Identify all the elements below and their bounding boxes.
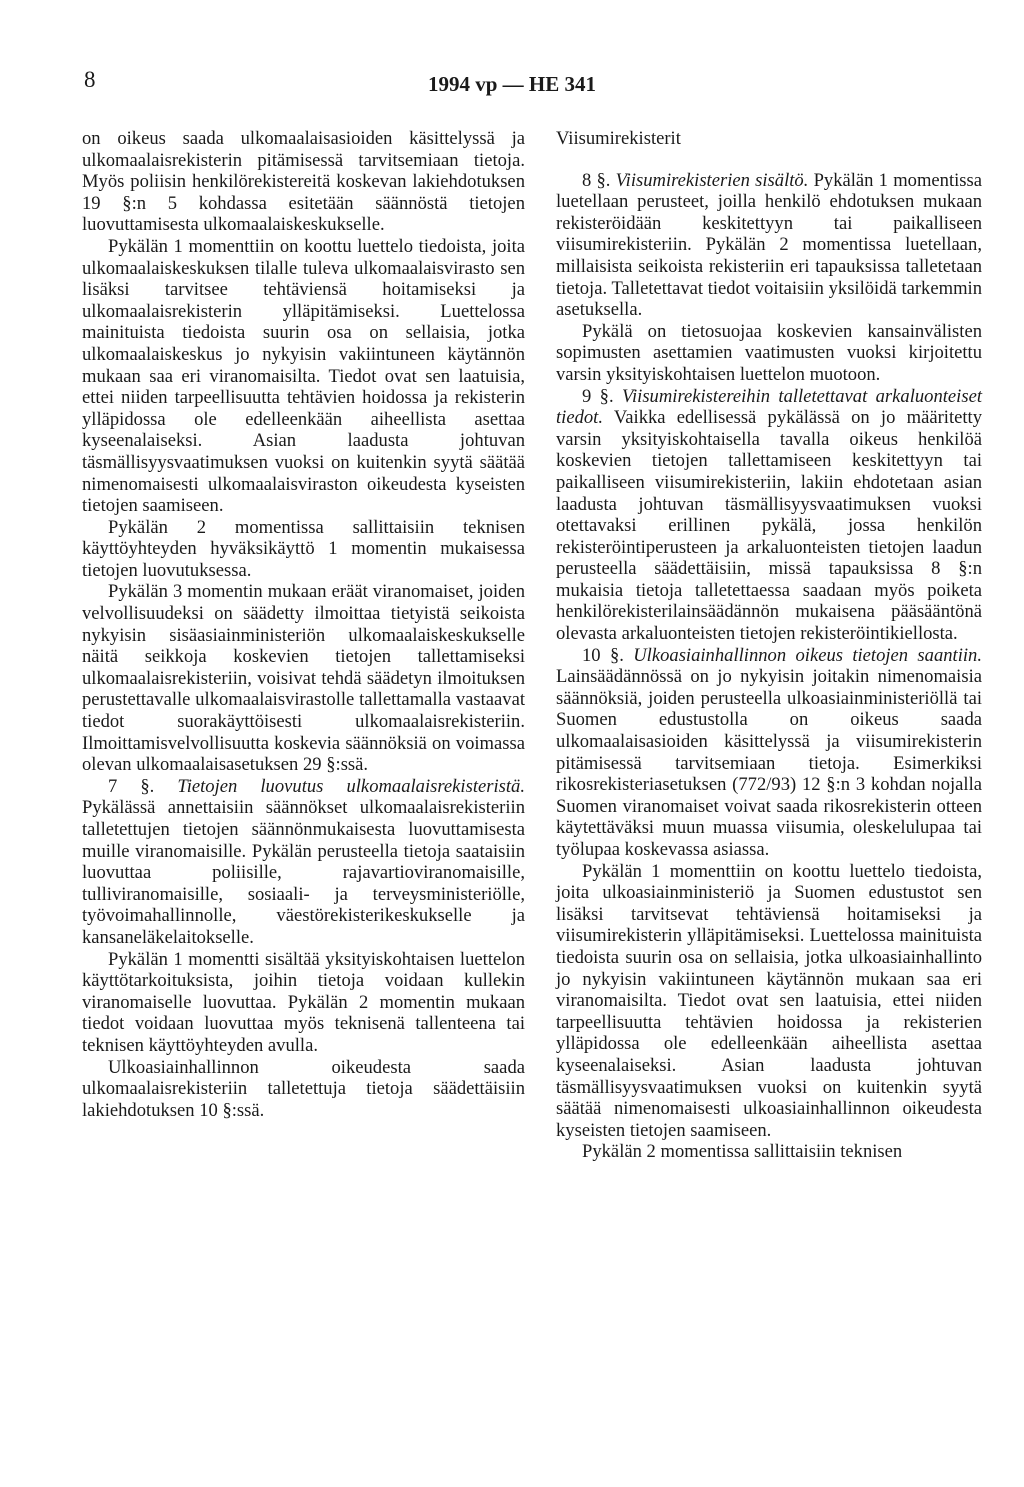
page-number: 8: [84, 67, 96, 92]
section-number: 10 §.: [582, 644, 624, 666]
section-title: Viisumirekistereihin talletettavat arkaluonteiset tiedot.: [556, 385, 982, 429]
section-number: 7 §.: [108, 775, 155, 797]
paragraph: Pykälän 1 momentti sisältää yksityiskohtaisen luettelon käyttötarkoituksista, joihin tietoja voidaan kullekin viranomaiselle luovuttaa. Pykälän 2 momentin mukaan tiedot voidaan luovuttaa myös teknisenä tallenteena tai teknisen käyttöyhteyden avulla.: [82, 948, 525, 1056]
section-paragraph: [556, 170, 982, 321]
subheading: Viisumirekisterit: [556, 128, 681, 149]
running-head: 1994 vp — HE 341: [427, 72, 597, 96]
paragraph: Pykälän 2 momentissa sallittaisiin teknisen käyttöyhteyden hyväksikäyttö 1 momentin mukaisessa tietojen luovutuksessa.: [82, 516, 525, 581]
section-paragraph: [82, 776, 525, 949]
paragraph: Pykälän 1 momenttiin on koottu luettelo tiedoista, joita ulkomaalaiskeskuksen tilalle tuleva ulkomaalaisvirasto sen lisäksi tarvitsee tehtäviensä hoitamiseksi ja ulkomaalaisrekisterin ylläpitämiseksi. Luettelossa mainituista tiedoista suurin osa on sellaisia, jotka ulkomaalaiskeskus jo nykyisin vakiintuneen käytännön mukaan saa eri viranomaisilta. Tiedot ovat sen laatuisia, ettei niiden tarpeellisuutta tehtävien hoidossa ja rekisterin ylläpidossa ole edelleenkään aiheellista asettaa kyseenalaiseksi. Asian laadusta johtuvan täsmällisyysvaatimuksen vuoksi on kuitenkin syytä säätää nimenomaisesti ulkomaalaisviraston oikeudesta kyseisten tietojen saamiseen.: [82, 235, 525, 517]
section-number: 9 §.: [582, 385, 614, 407]
section-title: Viisumirekisterien sisältö.: [615, 169, 809, 191]
section-text: Vaikka edellisessä pykälässä on jo määritetty varsin yksityiskohtaisella tavalla oikeus henkilöä koskevien tietojen tallettamiseen keskitettyyn tai paikalliseen viisumirekisteriin, lakiin ehdotetaan asian laadusta johtuvan täsmällisyysvaatimuksen vuoksi otettavaksi erillinen pykälä, jossa henkilön rekisteröintiperusteen ja arkaluonteisten tietojen laadun perusteella säädettäisiin, missä tapauksissa 8 §:n mukaisia tietoja talletettaessa saadaan myös poiketa henkilörekisterilainsäädännön mukaisena pääsääntönä olevasta arkaluonteisten tietojen rekisteröintikiellosta.: [556, 407, 983, 645]
paragraph: Pykälän 3 momentin mukaan eräät viranomaiset, joiden velvollisuudeksi on säädetty ilmoittaa tietyistä seikoista nykyisin sisäasiainministeriön ulkomaalaiskeskukselle näitä seikkoja koskevien tietojen tallettamiseksi ulkomaalaisrekisteriin, voisivat tehdä säädetyn ilmoituksen perustettavalle ulkomaalaisvirastolle tallettamalla vastaavat tiedot suorakäyttöisesti ulkomaalaisrekisteriin. Ilmoittamisvelvollisuutta koskevia säännöksiä on voimassa olevan ulkomaalaisasetuksen 29 §:ssä.: [82, 581, 525, 776]
paragraph: Pykälän 2 momentissa sallittaisiin teknisen: [582, 1141, 903, 1163]
section-text: Lainsäädännössä on jo nykyisin joitakin nimenomaisia säännöksiä, joiden perusteella ulkoasiainministeriöllä tai Suomen edustustolla on oikeus saada ulkomaalaisasioiden käsittelyssä ja viisumirekisterin pitämisessä tarvitsemiaan tietoja. Esimerkiksi rikosrekisteriasetuksen (772/93) 12 §:n 3 kohdan nojalla Suomen viranomaiset voivat saada rikosrekisterin otteen käytettäväksi muun muassa viisumia, oleskelulupaa tai työlupaa koskevassa asiassa.: [556, 666, 982, 860]
paragraph: on oikeus saada ulkomaalaisasioiden käsittelyssä ja ulkomaalaisrekisterin pitämisessä tarvitsemiaan tietoja. Myös poliisin henkilörekistereitä koskevan lakiehdotuksen 19 §:n 5 kohdassa esitetään säännöstä tietojen luovuttamisesta ulkomaalaiskeskukselle.: [82, 128, 525, 236]
section-text: Pykälän 1 momentissa luetellaan perusteet, joilla henkilö ehdotuksen mukaan rekisteröidään keskitettyyn tai paikalliseen viisumirekisteriin. Pykälän 2 momentissa luetellaan, millaisista seikoista rekisteriin eri tapauksissa talletetaan tietoja. Talletettavat tiedot voitaisiin yksilöidä tarkemmin asetuksella.: [556, 169, 983, 321]
section-title: Tietojen luovutus ulkomaalaisrekisteristä.: [177, 775, 525, 797]
paragraph: Pykälä on tietosuojaa koskevien kansainvälisten sopimusten asettamien vaatimusten vuoksi kirjoitettu varsin yksityiskohtaisen luettelon muotoon.: [556, 320, 982, 385]
left-column: [82, 128, 525, 1121]
paragraph: Pykälän 1 momenttiin on koottu luettelo tiedoista, joita ulkoasiainministeriö ja Suomen edustustot sen lisäksi tarvitsevat tehtäviensä hoitamiseksi ja viisumirekisterin ylläpitämiseksi. Luettelossa mainituista tiedoista suurin osa on sellaisia, jotka ulkoasiainhallinto jo nykyisin vakiintuneen käytännön mukaan saa eri viranomaisilta. Tiedot ovat sen laatuisia, ettei niiden tarpeellisuutta tehtävien hoidossa ja rekisterien ylläpidossa ole edelleenkään aiheellista asettaa kyseenalaiseksi. Asian laadusta johtuvan täsmällisyysvaatimuksen vuoksi on kuitenkin syytä säätää nimenomaisesti ulkoasiainhallinnon oikeudesta kyseisten tietojen saamiseen.: [556, 860, 982, 1141]
section-title: Ulkoasiainhallinnon oikeus tietojen saantiin.: [633, 644, 983, 666]
section-paragraph: [556, 386, 982, 645]
section-text: Pykälässä annettaisiin säännökset ulkomaalaisrekisteriin talletettujen tietojen säännönmukaisesta luovuttamisesta muille viranomaisille. Pykälän perusteella tietoja saataisiin luovuttaa poliisille, rajavartioviranomaisille, tulliviranomaisille, sosiaali- ja terveysministeriölle, työvoimahallinnolle, väestörekisterikeskukselle ja kansaneläkelaitokselle.: [82, 797, 525, 948]
section-number: 8 §.: [582, 169, 611, 191]
paragraph: Ulkoasiainhallinnon oikeudesta saada ulkomaalaisrekisteriin talletettuja tietoja säädettäisiin lakiehdotuksen 10 §:ssä.: [82, 1056, 525, 1121]
section-paragraph: [556, 645, 982, 861]
right-column: [556, 128, 982, 1163]
